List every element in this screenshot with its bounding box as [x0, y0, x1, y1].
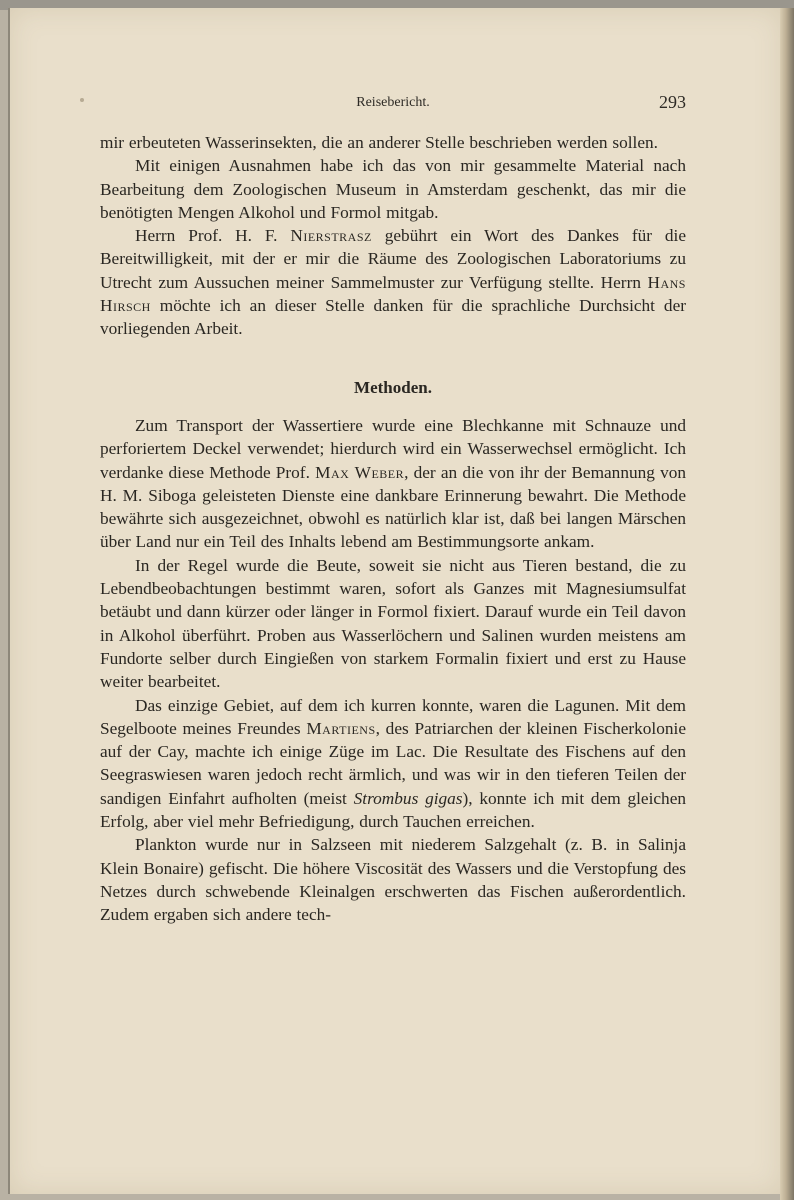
page-number: 293 [659, 92, 686, 112]
person-name: Martiens [306, 718, 376, 738]
text-run: Das einzige Gebiet, auf dem ich kurren konnte, waren die Lagunen. Mit dem Segelboote meines Freundes [100, 695, 686, 738]
page-edge [780, 8, 794, 1200]
person-name: Hans Hirsch [100, 272, 686, 316]
text-run: Zum Transport der Wassertiere wurde eine Blechkanne mit Schnauze und perforiertem Deckel verwendet; hierdurch wird ein Wasserwechsel ermöglicht. Ich verdanke diese Methode Prof. [100, 415, 686, 482]
text-run: , der an die von ihr der Bemannung von H. M. Siboga geleisteten Dienste eine dankbare Erinnerung bewahrt. Die Methode bewährte sich ausgezeichnet, obwohl es natürlich klar ist, daß bei langen Märschen über Land nur ein Teil des Inhalts lebend am Bestimmungsorte ankam. [100, 462, 686, 552]
text-run: , des Patriarchen der kleinen Fischerkolonie auf der Cay, machte ich einige Züge im Lac. Die Resultate des Fischens auf den Seegraswiesen waren jedoch recht ärmlich, und was wir in den tieferen Teilen der sandigen Einfahrt aufholten (meist [100, 718, 686, 808]
paragraph-1: mir erbeuteten Wasserinsekten, die an anderer Stelle beschrieben werden sollen. [100, 133, 658, 152]
person-name: Max Weber [315, 462, 405, 482]
text-run: ), konnte ich mit dem gleichen Erfolg, aber viel mehr Befriedigung, durch Tauchen erreichen. [100, 788, 686, 832]
person-name: Nierstrasz [290, 226, 372, 246]
running-title: Reisebericht. [356, 95, 430, 110]
paper-speck [80, 98, 84, 102]
species-name: Strombus gigas [353, 788, 463, 808]
paragraph-7: Plankton wurde nur in Salzseen mit niederem Salzgehalt (z. B. in Salinja Klein Bonaire) gefischt. Die höhere Viscosität des Wassers und die Verstopfung des Netzes durch schwebende Kleinalgen erschwerten das Fischen außerordentlich. Zudem ergaben sich andere tech- [100, 835, 686, 925]
section-heading: Methoden. [354, 377, 432, 397]
text-run: Herrn Prof. H. F. [135, 226, 291, 246]
paragraph-4 [100, 414, 686, 554]
text-run: möchte ich an dieser Stelle danken für die sprachliche Durchsicht der vorliegenden Arbeit. [100, 296, 686, 339]
paragraph-2: Mit einigen Ausnahmen habe ich das von mir gesammelte Material nach Bearbeitung dem Zoologischen Museum in Amsterdam geschenkt, das mir die benötigten Mengen Alkohol und Formol mitgab. [100, 156, 686, 222]
page-header [100, 92, 686, 114]
paragraph-5: In der Regel wurde die Beute, soweit sie nicht aus Tieren bestand, die zu Lebendbeobachtungen bestimmt waren, sofort als Ganzes mit Magnesiumsulfat betäubt und dann kürzer oder länger in Formol fixiert. Darauf wurde ein Teil davon in Alkohol überführt. Proben aus Wasserlöchern und Salinen wurden meistens am Fundorte selber durch Eingießen von starkem Formalin fixiert und erst zu Hause weiter bearbeitet. [100, 555, 686, 692]
paragraph-3 [100, 224, 686, 340]
paragraph-6 [100, 694, 686, 834]
text-run: gebührt ein Wort des Dankes für die Bereitwilligkeit, mit der er mir die Räume des Zoologischen Laboratoriums zu Utrecht zum Aussuchen meiner Sammelmuster zur Verfügung stellte. Herrn [100, 226, 686, 292]
body-text [100, 131, 686, 927]
